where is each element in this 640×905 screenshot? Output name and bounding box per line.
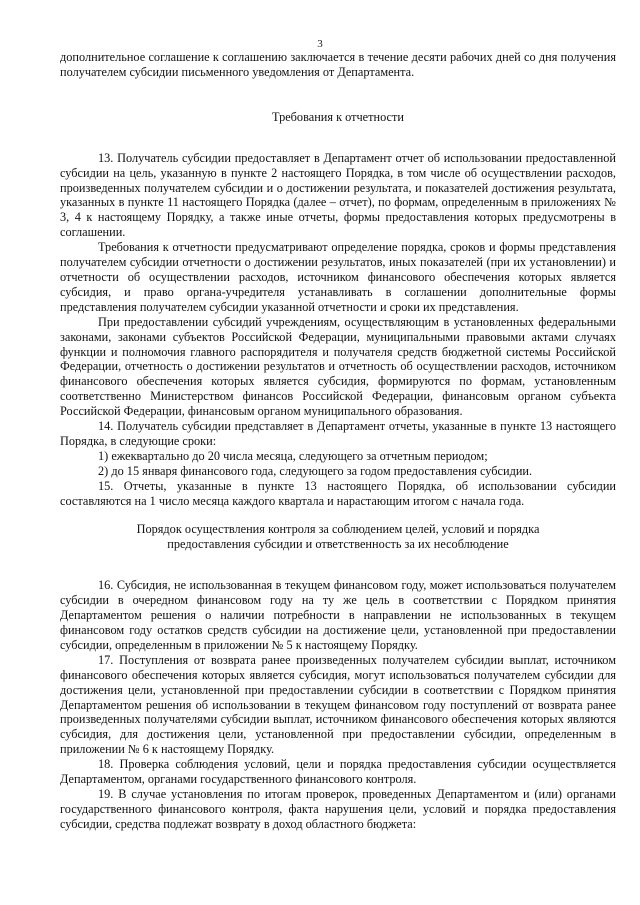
paragraph-13-institutions: При предоставлении субсидий учреждениям, осуществляющим в установленных федеральными законами, законами субъектов Российской Федерации, муниципальными правовыми актами случаях функции и полномочия главного распорядителя и получателя средств бюджетной системы Российской Федерации, отчетность о достижении результатов и отчетность об осуществлении расходов, источником финансового обеспечения которых является субсидия, формируются по формам, установленным соответственно Министерством финансов Российской Федерации, финансовым органом субъекта Российской Федерации, финансовым органом муниципального образования. (60, 314, 616, 419)
paragraph-14: 14. Получатель субсидии представляет в Департамент отчеты, указанные в пункте 13 настоящего Порядка, в следующие сроки: (60, 419, 616, 448)
page-number: 3 (317, 38, 323, 50)
paragraph-13-requirements: Требования к отчетности предусматривают определение порядка, сроков и формы представления получателем субсидии отчетности о достижении результатов, иных показателей (при их установлении) и отчетности об осуществлении расходов, источником финансового обеспечения которых является субсидия, и право органа-учредителя устанавливать в соглашении дополнительные формы представления получателем субсидии указанной отчетности и сроки их представления. (60, 240, 616, 314)
paragraph-14-item-2: 2) до 15 января финансового года, следующего за годом предоставления субсидии. (98, 463, 533, 478)
paragraph-19: 19. В случае установления по итогам проверок, проведенных Департаментом и (или) органами государственного финансового контроля, факта нарушения цели, условий и порядка предоставления субсидии, средства подлежат возврату в доход областного бюджета: (60, 786, 616, 831)
paragraph-18: 18. Проверка соблюдения условий, цели и порядка предоставления субсидии осуществляется Департаментом, органами государственного финансового контроля. (60, 757, 616, 787)
paragraph-14-item-1: 1) ежеквартально до 20 числа месяца, следующего за отчетным периодом; (98, 448, 488, 463)
section-heading-reporting: Требования к отчетности (272, 109, 404, 124)
document-body (60, 50, 616, 832)
paragraph-13: 13. Получатель субсидии предоставляет в Департамент отчет об использовании предоставленной субсидии на цель, указанную в пункте 2 настоящего Порядка, в том числе об осуществлении расходов, произведенных получателем субсидии и о достижении результата, и показателей достижения результата, указанных в пункте 11 настоящего Порядка (далее – отчет), по формам, определенным в приложениях № 3, 4 к настоящему Порядку, а также иные отчеты, формы предоставления которых предусмотрены в соглашении. (60, 150, 616, 240)
paragraph-15: 15. Отчеты, указанные в пункте 13 настоящего Порядка, об использовании субсидии составляются на 1 число месяца каждого квартала и нарастающим итогом с начала года. (60, 478, 616, 508)
paragraph-17: 17. Поступления от возврата ранее произведенных получателем субсидии выплат, источником финансового обеспечения которых является субсидия, могут использоваться получателем субсидии для достижения цели, установленной при предоставлении субсидии в соответствии с Порядком принятия Департаментом решения об использовании в текущем финансовом году поступлений от возврата ранее произведенных получателями субсидии выплат, источником финансового обеспечения которых являются субсидия, для достижения цели, установленной при предоставлении субсидии, определенным в приложении № 6 к настоящему Порядку. (60, 652, 616, 757)
intro-paragraph: дополнительное соглашение к соглашению заключается в течение десяти рабочих дней со дня получения получателем субсидии письменного уведомления от Департамента. (60, 50, 616, 79)
paragraph-16: 16. Субсидия, не использованная в текущем финансовом году, может использоваться получателем субсидии в очередном финансовом году на ту же цель в соответствии с Порядком принятия Департаментом решения о наличии потребности в направлении не использованных в текущем финансовом году остатков средств субсидии на достижение цели, установленной при предоставлении субсидии, определенным в приложении № 5 к настоящему Порядку. (60, 578, 616, 652)
section-heading-control (60, 522, 616, 552)
section-heading-control-line-1: Порядок осуществления контроля за соблюдением целей, условий и порядка (136, 522, 540, 537)
section-heading-control-line-2: предоставления субсидии и ответственность за их несоблюдение (167, 537, 509, 552)
